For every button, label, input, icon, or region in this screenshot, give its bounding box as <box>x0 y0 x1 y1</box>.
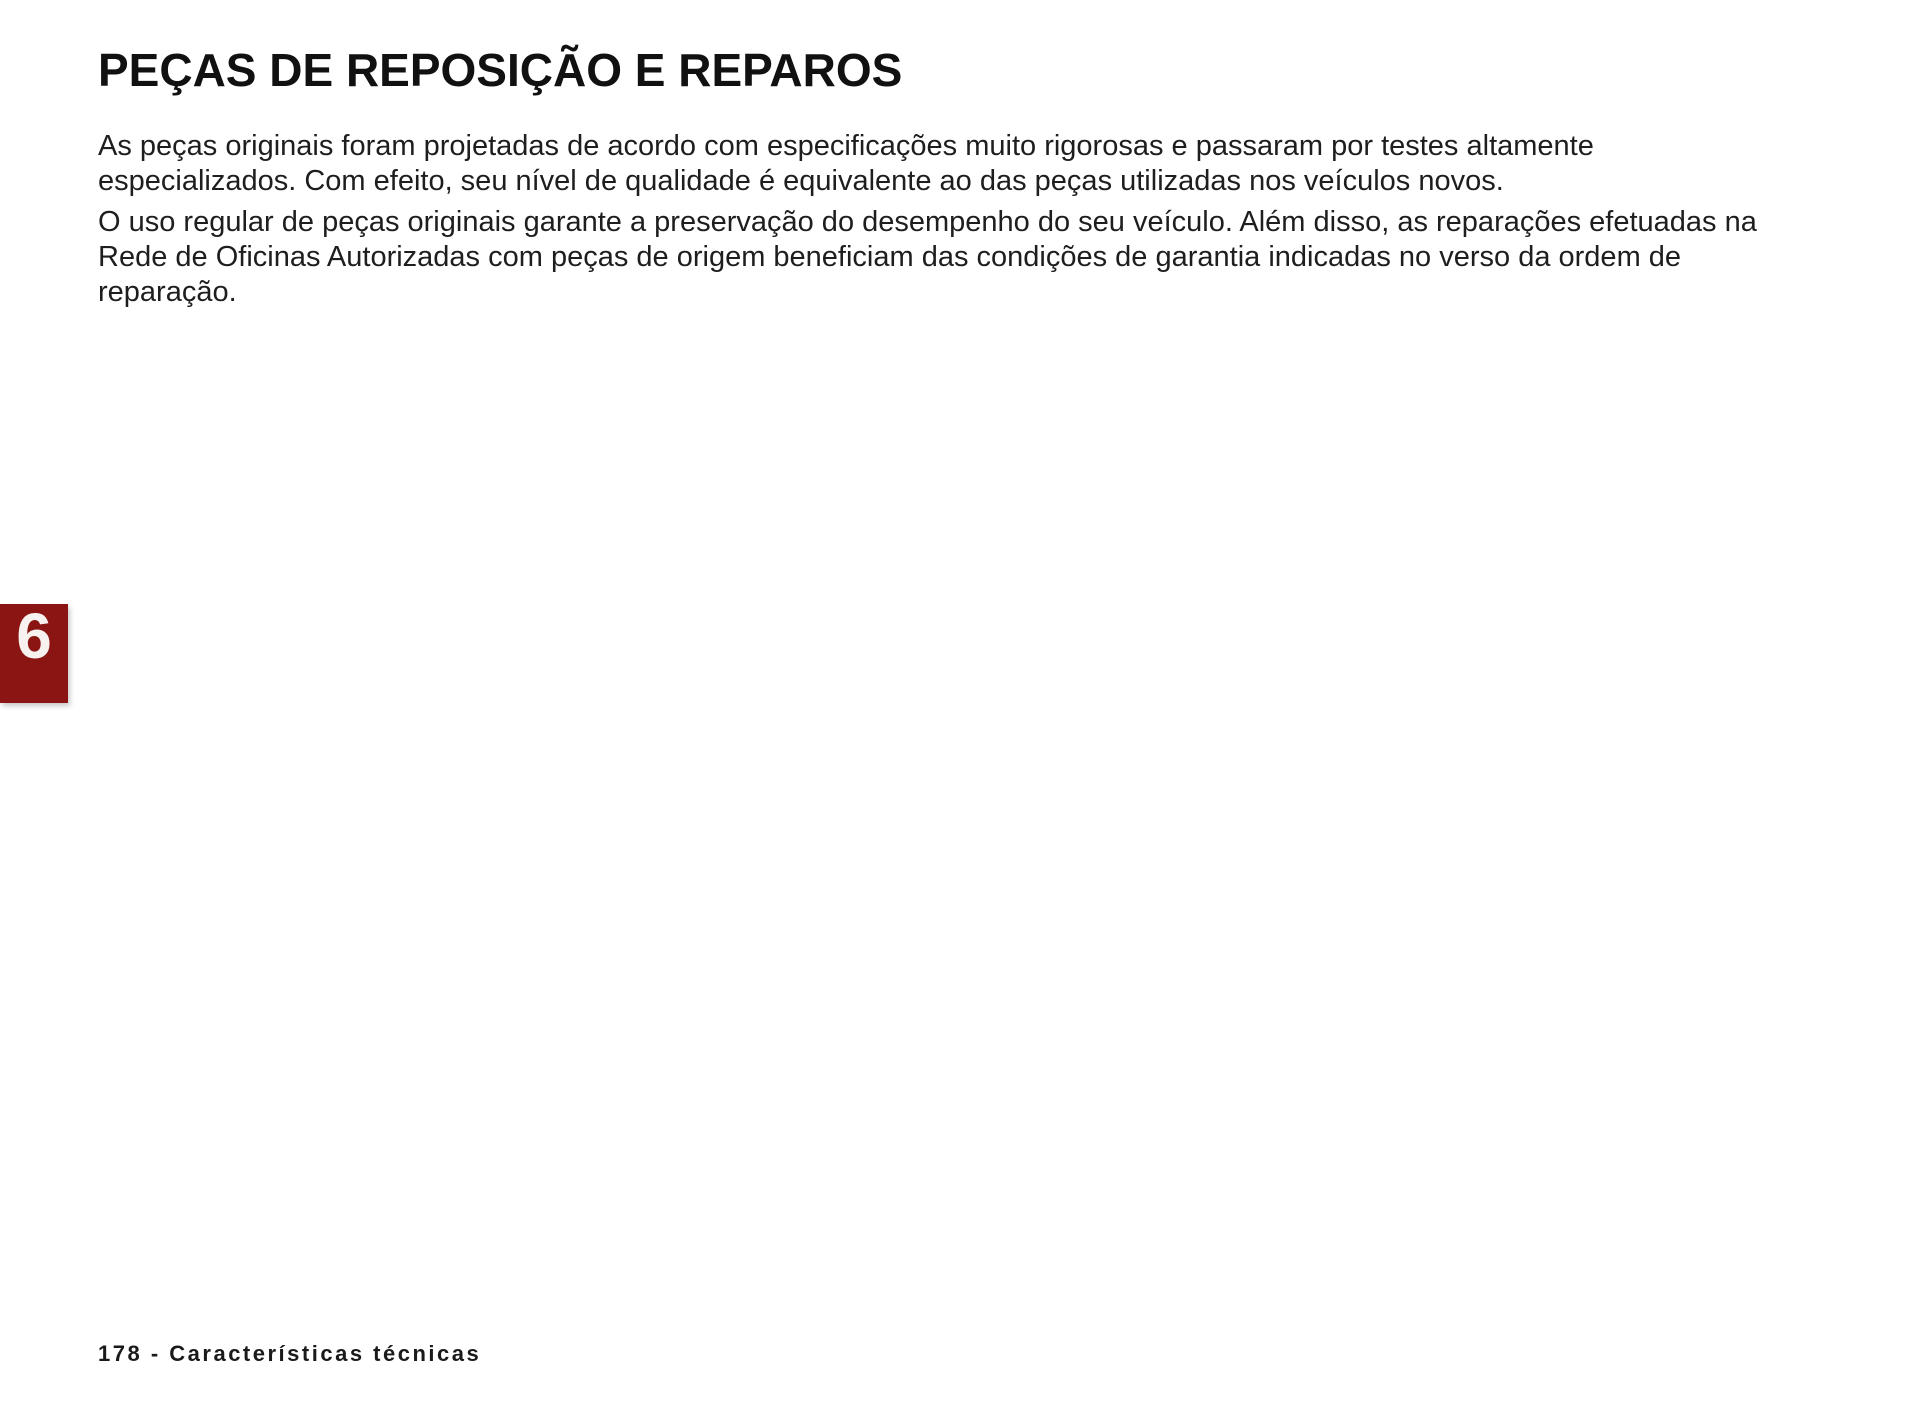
chapter-number: 6 <box>16 600 52 672</box>
page-title: PEÇAS DE REPOSIÇÃO E REPAROS <box>98 44 903 96</box>
page-footer <box>98 1341 481 1367</box>
paragraph-original-parts-quality: As peças originais foram projetadas de acordo com especificações muito rigorosas e passaram por testes altamente especializados. Com efeito, seu nível de qualidade é equivalente ao das peças utilizadas nos veículos novos. <box>98 129 1594 197</box>
paragraph-original-parts-warranty: O uso regular de peças originais garante a preservação do desempenho do seu veículo. Além disso, as reparações efetuadas na Rede de Oficinas Autorizadas com peças de origem beneficiam das condições de garantia indicadas no verso da ordem de reparação. <box>98 205 1757 308</box>
footer-section-title: Características técnicas <box>169 1341 482 1366</box>
chapter-tab <box>0 600 68 703</box>
footer-page-number: 178 <box>98 1341 143 1366</box>
content-column <box>98 0 1758 310</box>
footer-separator: - <box>142 1341 170 1366</box>
body-text <box>98 129 1758 310</box>
